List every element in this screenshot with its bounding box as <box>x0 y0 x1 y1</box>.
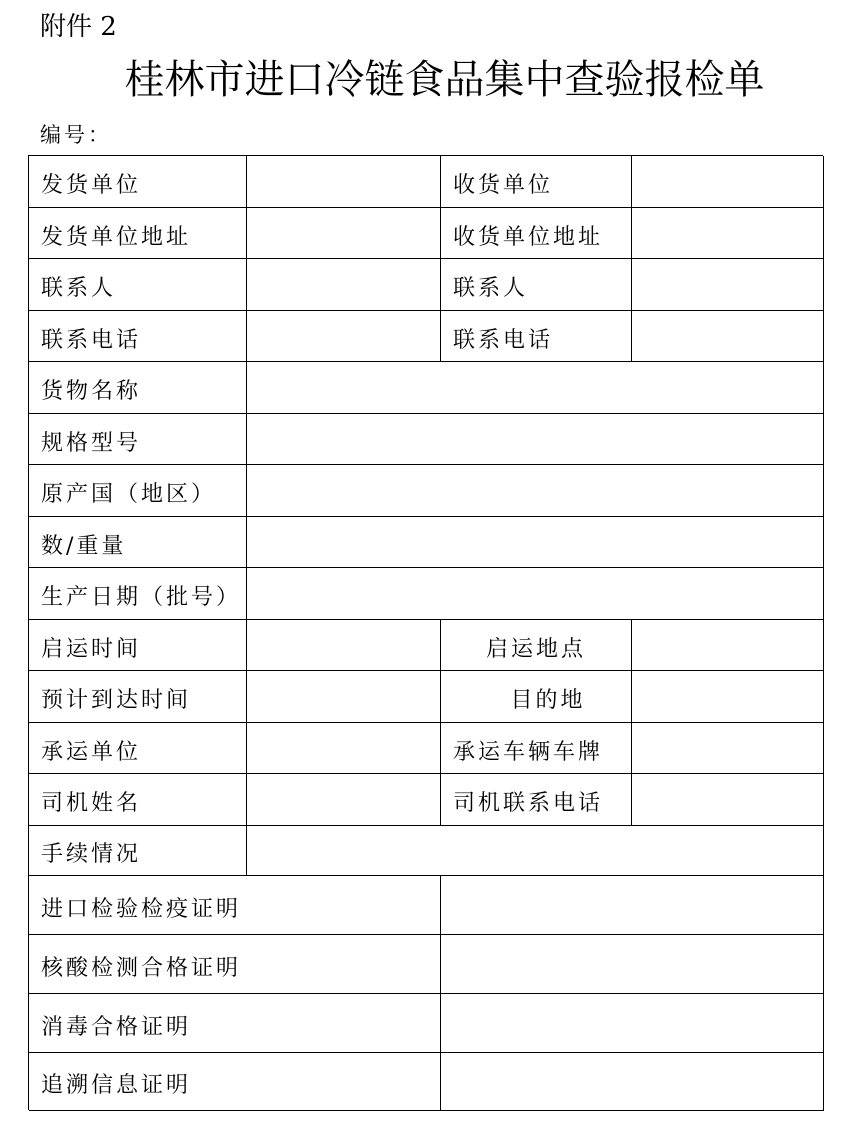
consignor-address-label: 发货单位地址 <box>29 208 247 259</box>
consignee-contact-field[interactable] <box>632 259 824 311</box>
production-date-label: 生产日期（批号） <box>29 568 247 620</box>
consignor-field[interactable] <box>247 156 441 208</box>
consignor-label: 发货单位 <box>29 156 247 208</box>
driver-phone-field[interactable] <box>632 774 824 826</box>
goods-name-label: 货物名称 <box>29 362 247 414</box>
destination-field[interactable] <box>632 671 824 723</box>
quantity-weight-field[interactable] <box>247 517 824 568</box>
consignee-phone-field[interactable] <box>632 311 824 362</box>
consignor-contact-field[interactable] <box>247 259 441 311</box>
specification-label: 规格型号 <box>29 414 247 465</box>
origin-country-field[interactable] <box>247 465 824 517</box>
specification-field[interactable] <box>247 414 824 465</box>
nucleic-acid-cert-label: 核酸检测合格证明 <box>29 935 441 994</box>
consignor-phone-field[interactable] <box>247 311 441 362</box>
carrier-field[interactable] <box>247 723 441 774</box>
arrival-time-label: 预计到达时间 <box>29 671 247 723</box>
traceability-cert-field[interactable] <box>441 1053 824 1111</box>
driver-name-label: 司机姓名 <box>29 774 247 826</box>
consignee-address-label: 收货单位地址 <box>441 208 632 259</box>
consignor-phone-label: 联系电话 <box>29 311 247 362</box>
vehicle-plate-label: 承运车辆车牌 <box>441 723 632 774</box>
consignee-label: 收货单位 <box>441 156 632 208</box>
inspection-form-table <box>28 155 823 1110</box>
consignor-contact-label: 联系人 <box>29 259 247 311</box>
consignee-contact-label: 联系人 <box>441 259 632 311</box>
carrier-label: 承运单位 <box>29 723 247 774</box>
departure-place-field[interactable] <box>632 620 824 671</box>
serial-number-label: 编号： <box>40 123 112 147</box>
quantity-weight-label: 数/重量 <box>29 517 247 568</box>
vehicle-plate-field[interactable] <box>632 723 824 774</box>
consignee-phone-label: 联系电话 <box>441 311 632 362</box>
document-title: 桂林市进口冷链食品集中查验报检单 <box>124 57 765 103</box>
procedures-label: 手续情况 <box>29 826 247 876</box>
consignor-address-field[interactable] <box>247 208 441 259</box>
departure-time-label: 启运时间 <box>29 620 247 671</box>
inspection-quarantine-cert-label: 进口检验检疫证明 <box>29 876 441 935</box>
consignee-field[interactable] <box>632 156 824 208</box>
goods-name-field[interactable] <box>247 362 824 414</box>
departure-time-field[interactable] <box>247 620 441 671</box>
attachment-label: 附件 2 <box>40 12 117 42</box>
arrival-time-field[interactable] <box>247 671 441 723</box>
consignee-address-field[interactable] <box>632 208 824 259</box>
production-date-field[interactable] <box>247 568 824 620</box>
disinfection-cert-field[interactable] <box>441 994 824 1053</box>
driver-name-field[interactable] <box>247 774 441 826</box>
destination-label: 目的地 <box>441 671 632 723</box>
nucleic-acid-cert-field[interactable] <box>441 935 824 994</box>
disinfection-cert-label: 消毒合格证明 <box>29 994 441 1053</box>
departure-place-label: 启运地点 <box>441 620 632 671</box>
procedures-field[interactable] <box>247 826 824 876</box>
inspection-quarantine-cert-field[interactable] <box>441 876 824 935</box>
origin-country-label: 原产国（地区） <box>29 465 247 517</box>
traceability-cert-label: 追溯信息证明 <box>29 1053 441 1111</box>
driver-phone-label: 司机联系电话 <box>441 774 632 826</box>
